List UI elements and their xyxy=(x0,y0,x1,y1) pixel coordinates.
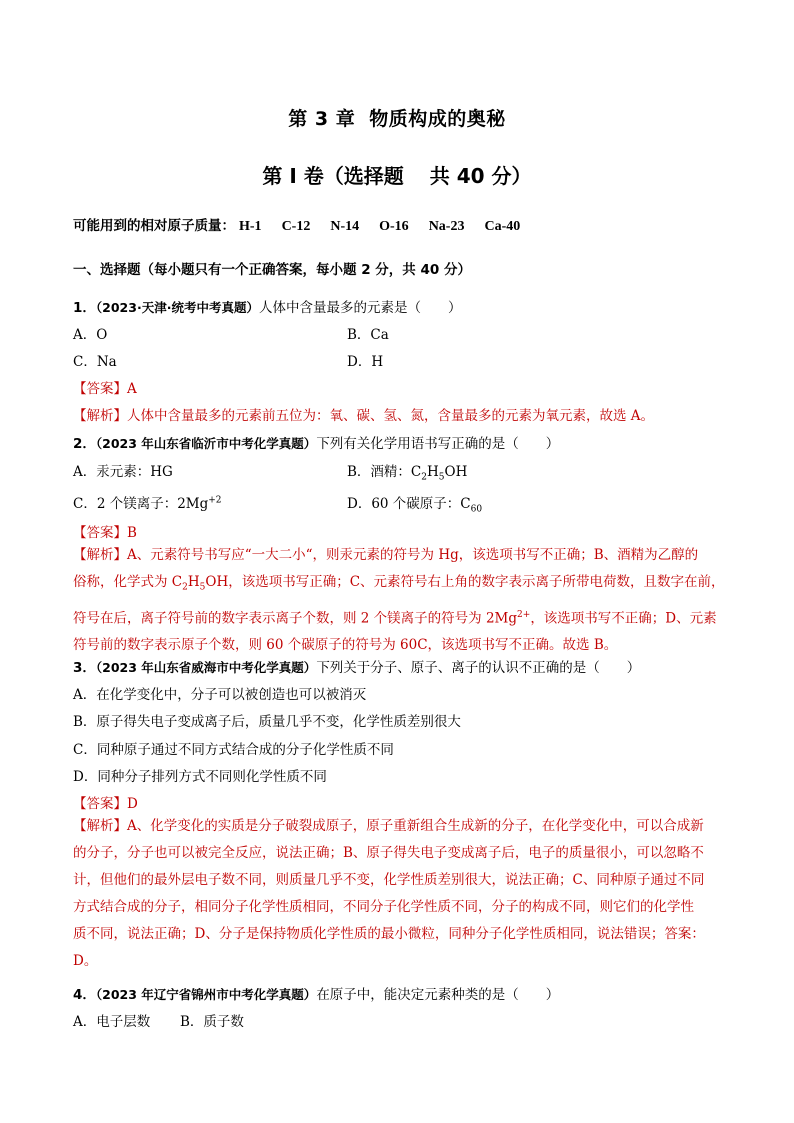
volume-title-main: 第 I 卷（选择题 xyxy=(262,164,404,188)
question-2-option-b: B．酒精：$C_2H_5OH$ xyxy=(347,464,468,483)
atomic-mass-h: H-1 xyxy=(239,219,262,234)
question-3-option-d: D．同种分子排列方式不同则化学性质不同 xyxy=(73,769,327,785)
question-2-option-d: D．60 个碳原子：$C_{60}$ xyxy=(347,496,483,515)
question-1-option-a: A．O xyxy=(73,327,108,343)
question-3-source: （2023 年山东省威海市中考化学真题） xyxy=(95,660,317,675)
question-3-text: 下列关于分子、原子、离子的认识不正确的是（ ） xyxy=(316,660,641,676)
question-2-option-c: C．2 个镁离子：$2Mg^{+2}$ xyxy=(73,495,222,512)
chapter-title xyxy=(0,104,794,131)
atomic-mass-o: O-16 xyxy=(379,219,409,234)
question-1-stem xyxy=(73,296,461,316)
question-3-option-a: A．在化学变化中，分子可以被创造也可以被消灭 xyxy=(73,687,367,703)
question-3-stem xyxy=(73,656,640,676)
question-4-text: 在原子中，能决定元素种类的是（ ） xyxy=(316,987,560,1003)
chapter-name: 物质构成的奥秘 xyxy=(369,108,506,130)
volume-title-score: 共 40 分） xyxy=(429,164,532,188)
question-1-option-b: B．Ca xyxy=(347,327,389,343)
question-1-option-c: C．Na xyxy=(73,354,117,370)
question-2-stem xyxy=(73,432,559,452)
question-2-source: （2023 年山东省临沂市中考化学真题） xyxy=(95,436,317,451)
question-2-option-a: A．汞元素：HG xyxy=(73,464,173,480)
atomic-mass-c: C-12 xyxy=(281,219,311,234)
question-1-analysis: 【解析】人体中含量最多的元素前五位为：氧、碳、氢、氮，含量最多的元素为氧元素，故选 A。 xyxy=(73,408,655,424)
question-3-option-c: C．同种原子通过不同方式结合成的分子化学性质不同 xyxy=(73,742,394,758)
question-3-option-b: B．原子得失电子变成离子后，质量几乎不变，化学性质差别很大 xyxy=(73,714,461,730)
atomic-mass-n: N-14 xyxy=(330,219,360,234)
question-2-answer: 【答案】B xyxy=(73,525,137,541)
question-4-option-b: B．质子数 xyxy=(180,1014,244,1030)
question-4-number: 4． xyxy=(73,987,96,1003)
question-2-analysis: 【解析】A、元素符号书写应“一大二小“，则汞元素的符号为 Hg，该选项书写不正确；B、酒精为乙醇的 俗称，化学式为 $C_2H_5OH$，该选项书写正确；C、元素符号右上角的数字表示离子所带电荷数，且数字在前， 符号在后，离子符号前的数字表示离子个数，则 2 个镁离子的符号为 $2Mg^{2+}$，该选项书写不正确；D、元素 符号前的数字表示原子个数，则 60 个碳原子的符号为 60C，该选项书写不正确。故选 B。 xyxy=(73,547,725,654)
atomic-mass-label: 可能用到的相对原子质量： xyxy=(73,218,235,234)
chapter-number: 第 3 章 xyxy=(288,108,356,130)
question-1-source: （2023·天津·统考中考真题） xyxy=(95,300,259,315)
question-3-analysis: 【解析】A、化学变化的实质是分子破裂成原子，原子重新组合生成新的分子，在化学变化中，可以合成新 的分子，分子也可以被完全反应，说法正确；B、原子得失电子变成离子后，电子的质量很小，可以忽略不 计，但他们的最外层电子数不同，则质量几乎不变，化学性质差别很大，说法正确；C、同种原子通过不同 方式结合成的分子，相同分子化学性质相同，不同分子化学性质不同，分子的构成不同，则它们的化学性 质不同，说法正确；D、分子是保持物质化学性质的最小微粒，同种分子化学性质相同，说法错误；答案： D。 xyxy=(73,818,705,969)
atomic-mass-na: Na-23 xyxy=(428,219,465,234)
question-2-text: 下列有关化学用语书写正确的是（ ） xyxy=(316,436,560,452)
atomic-mass-ca: Ca-40 xyxy=(484,219,521,234)
question-1-answer: 【答案】A xyxy=(73,381,137,397)
question-3-number: 3． xyxy=(73,660,96,676)
question-4-source: （2023 年辽宁省锦州市中考化学真题） xyxy=(95,987,317,1002)
atomic-mass-line xyxy=(73,214,540,235)
question-1-number: 1． xyxy=(73,300,96,316)
volume-title xyxy=(0,160,794,189)
question-3-answer: 【答案】D xyxy=(73,796,138,812)
question-1-option-d: D．H xyxy=(347,354,384,370)
question-2-number: 2． xyxy=(73,436,96,452)
question-4-stem xyxy=(73,983,559,1003)
section-heading: 一、选择题（每小题只有一个正确答案，每小题 2 分，共 40 分） xyxy=(73,262,471,278)
question-1-text: 人体中含量最多的元素是（ ） xyxy=(258,300,462,316)
question-4-option-a: A．电子层数 xyxy=(73,1014,151,1030)
